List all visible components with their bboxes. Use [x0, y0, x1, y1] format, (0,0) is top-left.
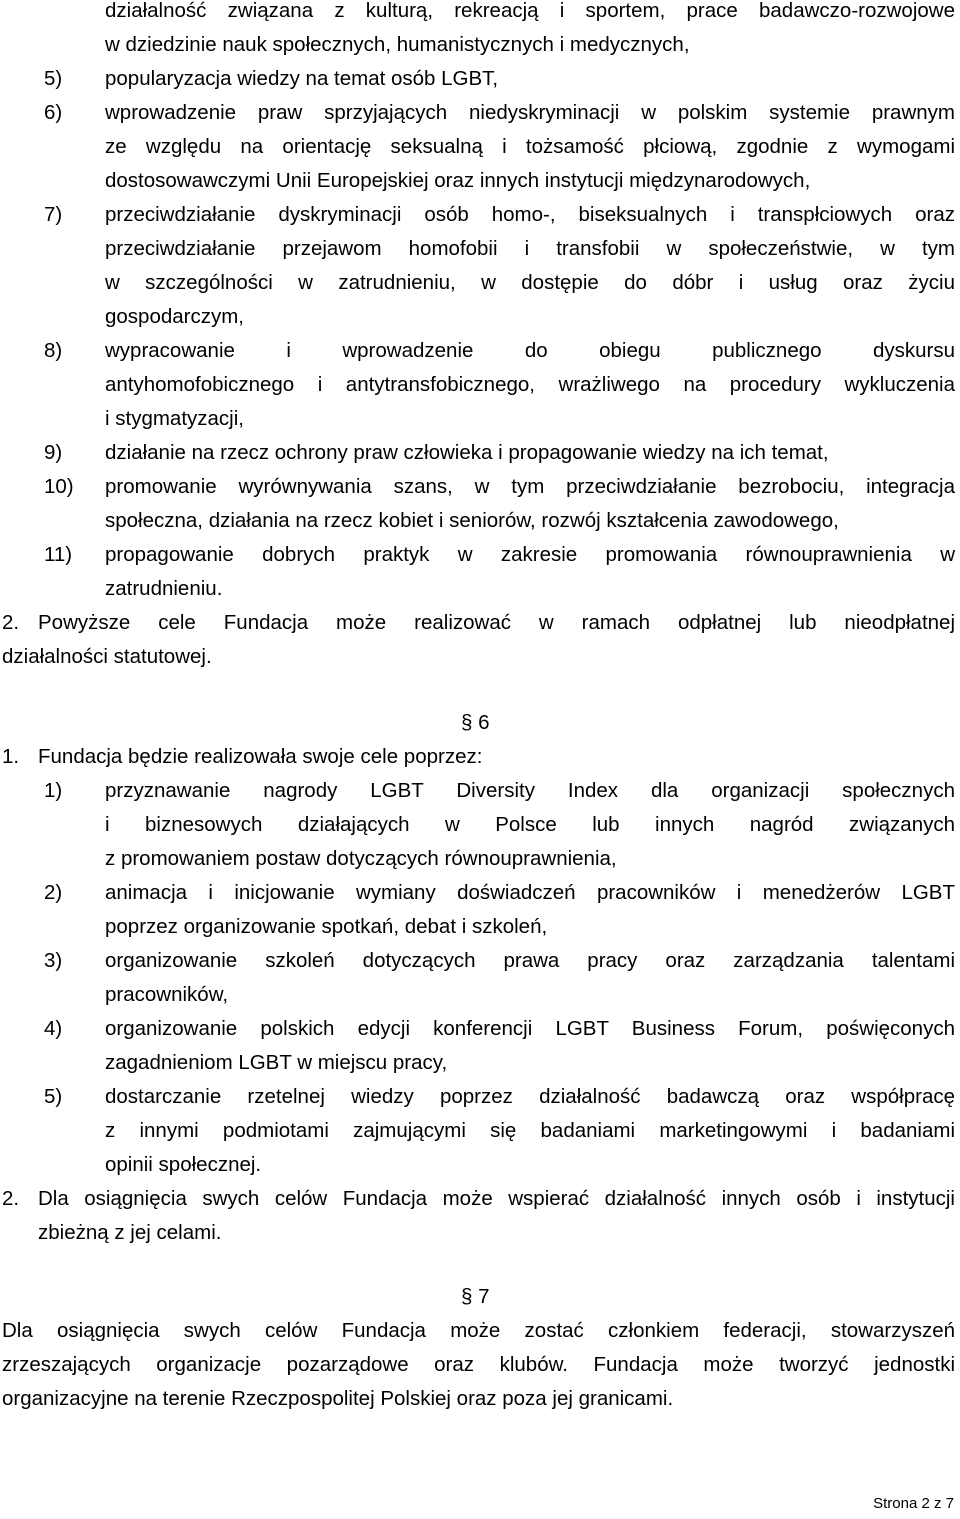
- list-item-text: organizowanie szkoleń dotyczących prawa pracy oraz zarządzania talentami: [105, 949, 955, 972]
- list-item-number: 6): [44, 101, 63, 124]
- list-item-text: animacja i inicjowanie wymiany doświadczeń pracowników i menedżerów LGBT: [105, 881, 955, 904]
- list-item-text: organizowanie polskich edycji konferencji LGBT Business Forum, poświęconych: [105, 1017, 955, 1040]
- list-item-text: popularyzacja wiedzy na temat osób LGBT,: [105, 67, 499, 90]
- list-item-text: promowanie wyrównywania szans, w tym przeciwdziałanie bezrobociu, integracja: [105, 475, 955, 498]
- paragraph-text: zbieżną z jej celami.: [38, 1221, 222, 1244]
- list-item-text: z innymi podmiotami zajmującymi się badaniami marketingowymi i badaniami: [105, 1119, 955, 1142]
- paragraph-text: organizacyjne na terenie Rzeczpospolitej Polskiej oraz poza jej granicami.: [2, 1387, 674, 1410]
- list-item-number: 1): [44, 779, 63, 802]
- list-item-number: 7): [44, 203, 63, 226]
- list-item-text: i stygmatyzacji,: [105, 407, 244, 430]
- list-item-text: wypracowanie i wprowadzenie do obiegu publicznego dyskursu: [105, 339, 955, 362]
- list-item-number: 9): [44, 441, 63, 464]
- list-item-continuation: działalność związana z kulturą, rekreacją i sportem, prace badawczo-rozwojowe: [105, 0, 955, 22]
- list-item-text: w szczególności w zatrudnieniu, w dostępie do dóbr i usług oraz życiu: [105, 271, 955, 294]
- list-item-number: 5): [44, 1085, 63, 1108]
- list-item-text: i biznesowych działających w Polsce lub innych nagród związanych: [105, 813, 955, 836]
- paragraph-text: Dla osiągnięcia swych celów Fundacja może wspierać działalność innych osób i instytucji: [38, 1187, 955, 1210]
- list-item-text: antyhomofobicznego i antytransfobicznego, wrażliwego na procedury wykluczenia: [105, 373, 955, 396]
- list-item-text: przyznawanie nagrody LGBT Diversity Index dla organizacji społecznych: [105, 779, 955, 802]
- list-item-text: zagadnieniom LGBT w miejscu pracy,: [105, 1051, 448, 1074]
- list-item-text: przeciwdziałanie dyskryminacji osób homo-, biseksualnych i transpłciowych oraz: [105, 203, 955, 226]
- list-item-number: 11): [44, 543, 73, 566]
- list-item-number: 5): [44, 67, 63, 90]
- list-item-text: zatrudnieniu.: [105, 577, 223, 600]
- section-heading: § 7: [461, 1285, 490, 1308]
- current-page-number: 2: [921, 1495, 930, 1512]
- list-item-text: z promowaniem postaw dotyczących równouprawnienia,: [105, 847, 617, 870]
- list-item-number: 2): [44, 881, 63, 904]
- list-item-text: społeczna, działania na rzecz kobiet i seniorów, rozwój kształcenia zawodowego,: [105, 509, 839, 532]
- list-item-text: przeciwdziałanie przejawom homofobii i transfobii w społeczeństwie, w tym: [105, 237, 955, 260]
- total-pages-number: 7: [945, 1495, 954, 1512]
- paragraph-number: 2.: [2, 1187, 20, 1210]
- list-item-text: poprzez organizowanie spotkań, debat i szkoleń,: [105, 915, 548, 938]
- list-item-continuation: w dziedzinie nauk społecznych, humanistycznych i medycznych,: [105, 33, 690, 56]
- section-heading: § 6: [461, 711, 490, 734]
- paragraph-text: działalności statutowej.: [2, 645, 212, 668]
- list-item-number: 3): [44, 949, 63, 972]
- list-item-text: ze względu na orientację seksualną i tożsamość płciową, zgodnie z wymogami: [105, 135, 955, 158]
- paragraph-text: Dla osiągnięcia swych celów Fundacja może zostać członkiem federacji, stowarzyszeń: [2, 1319, 955, 1342]
- page-footer: [873, 1495, 954, 1513]
- list-item-text: propagowanie dobrych praktyk w zakresie promowania równouprawnienia w: [105, 543, 955, 566]
- paragraph-number: 2.: [2, 611, 20, 634]
- list-item-number: 8): [44, 339, 63, 362]
- list-item-text: działanie na rzecz ochrony praw człowieka i propagowanie wiedzy na ich temat,: [105, 441, 829, 464]
- list-item-text: wprowadzenie praw sprzyjających niedyskryminacji w polskim systemie prawnym: [105, 101, 955, 124]
- page-label: Strona: [873, 1495, 918, 1512]
- list-item-number: 4): [44, 1017, 63, 1040]
- list-item-text: dostosowawczymi Unii Europejskiej oraz innych instytucji międzynarodowych,: [105, 169, 811, 192]
- paragraph-text: zrzeszających organizacje pozarządowe oraz klubów. Fundacja może tworzyć jednostki: [2, 1353, 955, 1376]
- list-item-text: dostarczanie rzetelnej wiedzy poprzez działalność badawczą oraz współpracę: [105, 1085, 955, 1108]
- paragraph-number: 1.: [2, 745, 20, 768]
- list-item-number: 10): [44, 475, 74, 498]
- paragraph-text: Fundacja będzie realizowała swoje cele poprzez:: [38, 745, 483, 768]
- list-item-text: gospodarczym,: [105, 305, 245, 328]
- list-item-text: pracowników,: [105, 983, 229, 1006]
- list-item-text: opinii społecznej.: [105, 1153, 262, 1176]
- of-label: z: [933, 1495, 942, 1512]
- paragraph-text: Powyższe cele Fundacja może realizować w ramach odpłatnej lub nieodpłatnej: [38, 611, 955, 634]
